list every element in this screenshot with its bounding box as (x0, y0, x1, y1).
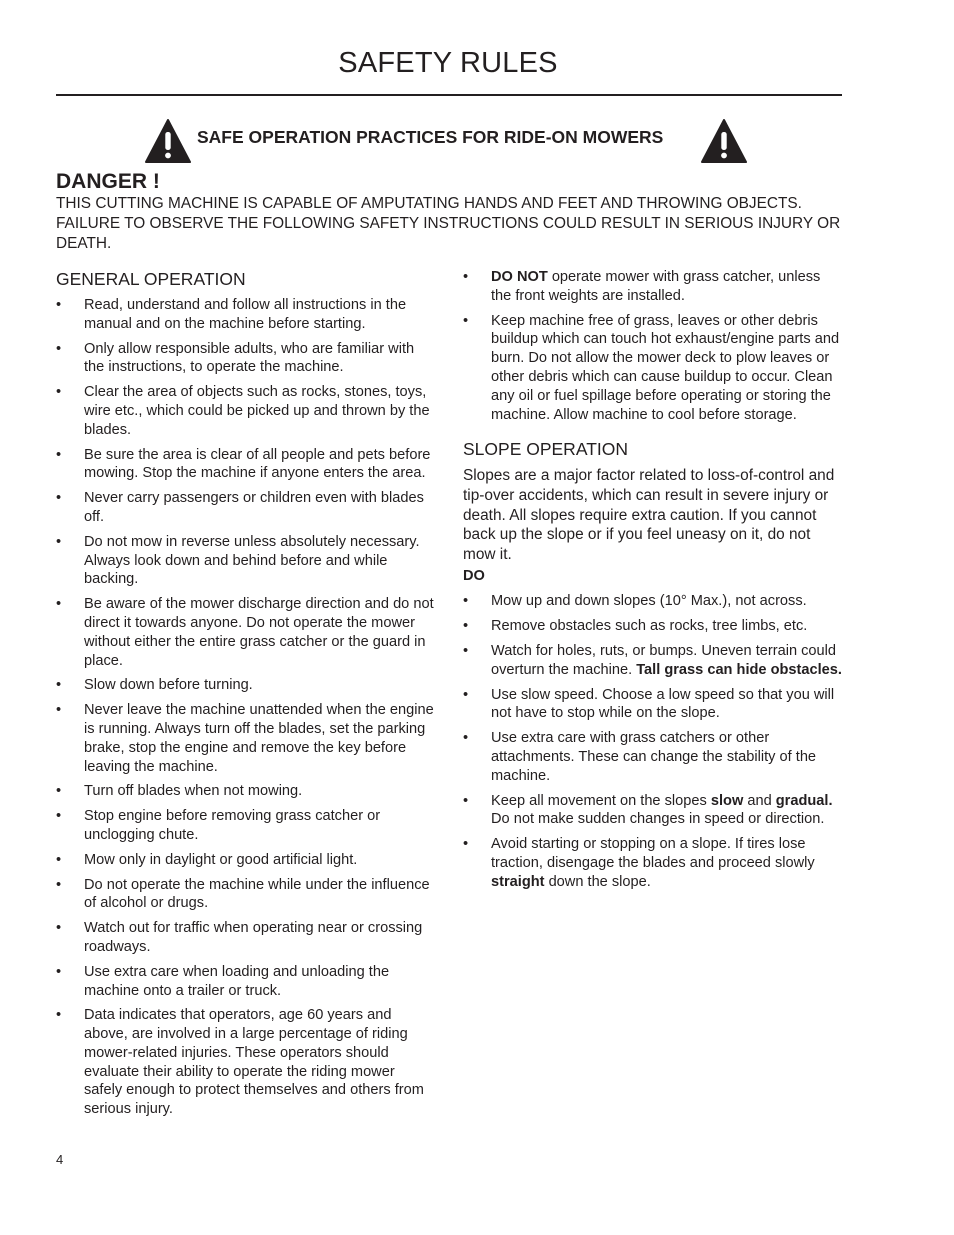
bullet-icon: • (463, 730, 469, 747)
list-item (463, 268, 843, 306)
list-item (463, 686, 843, 724)
list-item (463, 617, 843, 636)
warning-triangle-icon (144, 118, 192, 164)
do-label: DO (463, 568, 485, 585)
bullet-icon: • (463, 642, 469, 659)
list-item-text: Do not mow in reverse unless absolutely necessary. Always look down and behind before and while backing. (84, 533, 420, 588)
list-item-emphasis: slow (710, 792, 744, 809)
list-item (56, 919, 436, 957)
list-item-text: Use extra care with grass catchers or other attachments. These can change the stability of the machine. (491, 730, 817, 784)
list-item-text: Mow up and down slopes (10° Max.), not across. (491, 593, 807, 610)
list-item-text: Remove obstacles such as rocks, tree limbs, etc. (491, 618, 808, 635)
slope-do-list (463, 592, 843, 891)
bullet-icon: • (463, 593, 469, 610)
list-item (463, 729, 843, 785)
list-item-emphasis: gradual. (775, 792, 833, 809)
bullet-icon: • (463, 269, 469, 285)
list-item-text: Never leave the machine unattended when the engine is running. Always turn off the blades, set the parking brake, stop the engine and remove the key before leaving the machine. (84, 702, 434, 775)
bullet-icon: • (56, 920, 62, 937)
bullet-icon: • (56, 702, 62, 719)
list-item (56, 876, 436, 914)
bullet-icon: • (463, 312, 469, 329)
bullet-icon: • (56, 963, 62, 980)
list-item (56, 676, 436, 695)
bullet-icon: • (463, 686, 469, 703)
bullet-icon: • (56, 446, 62, 463)
slope-intro: Slopes are a major factor related to loss-of-control and tip-over accidents, which can result in severe injury or death. All slopes require extra caution. If you cannot back up the slope or if you feel uneasy on it, do not mow it. (463, 467, 835, 563)
list-item-text: Do not operate the machine while under the influence of alcohol or drugs. (84, 876, 430, 912)
list-item-text: Use slow speed. Choose a low speed so that you will not have to stop while on the slope. (491, 686, 835, 722)
list-item (56, 1006, 436, 1119)
list-item-text: Clear the area of objects such as rocks, stones, toys, wire etc., which could be picked up and thrown by the blades. (84, 384, 430, 438)
list-item-text: and (743, 792, 776, 809)
list-item (56, 340, 436, 378)
bullet-icon: • (56, 596, 62, 613)
bullet-icon: • (56, 677, 62, 694)
bullet-icon: • (463, 836, 469, 853)
list-item-text: Never carry passengers or children even with blades off. (84, 490, 424, 525)
general-operation-heading: GENERAL OPERATION (56, 269, 246, 289)
general-operation-section (56, 268, 436, 1125)
warning-banner (0, 118, 954, 164)
list-item-text: Keep all movement on the slopes (491, 792, 711, 809)
title-divider (56, 94, 842, 96)
list-item-text: Read, understand and follow all instructions in the manual and on the machine before starting. (84, 297, 407, 332)
list-item (56, 595, 436, 670)
bullet-icon: • (463, 618, 469, 635)
list-item-text: down the slope. (544, 873, 651, 890)
bullet-icon: • (56, 490, 62, 507)
list-item (463, 312, 843, 425)
list-item-text: Avoid starting or stopping on a slope. If tires lose traction, disengage the blades and proceed slowly (491, 836, 815, 871)
list-item-text: Stop engine before removing grass catcher or unclogging chute. (84, 808, 381, 843)
list-item (56, 807, 436, 845)
page-number: 4 (56, 1152, 64, 1167)
list-item (463, 792, 843, 830)
bullet-icon: • (56, 808, 62, 825)
list-item (56, 296, 436, 334)
general-operation-list-continued (463, 268, 843, 424)
list-item-text: Do not make sudden changes in speed or direction. (491, 811, 825, 828)
danger-heading: DANGER ! (56, 170, 160, 193)
list-item (463, 835, 843, 891)
list-item-text: Be aware of the mower discharge direction and do not direct it towards anyone. Do not operate the mower without either the entire grass catcher or the guard in place. (84, 596, 434, 669)
list-item-text: Only allow responsible adults, who are familiar with the instructions, to operate the machine. (84, 340, 415, 376)
warning-triangle-icon (700, 118, 748, 164)
list-item-emphasis: DO NOT (491, 269, 548, 285)
bullet-icon: • (56, 384, 62, 401)
list-item (463, 592, 843, 611)
list-item (56, 963, 436, 1001)
list-item-text: Keep machine free of grass, leaves or other debris buildup which can touch hot exhaust/engine parts and burn. Do not allow the mower deck to plow leaves or other debris which can cause buildup to occur. Clean any oil or fuel spillage before operating or storing the machine. Allow machine to cool before storage. (491, 312, 840, 423)
bullet-icon: • (56, 851, 62, 868)
list-item-text: Mow only in daylight or good artificial light. (84, 851, 358, 868)
bullet-icon: • (56, 1007, 62, 1024)
danger-text: THIS CUTTING MACHINE IS CAPABLE OF AMPUTATING HANDS AND FEET AND THROWING OBJECTS. FAILURE TO OBSERVE THE FOLLOWING SAFETY INSTRUCTIONS COULD RESULT IN SERIOUS INJURY OR DEATH. (56, 195, 841, 252)
list-item-text: Turn off blades when not mowing. (84, 783, 303, 800)
warning-heading: SAFE OPERATION PRACTICES FOR RIDE-ON MOWERS (197, 127, 664, 147)
list-item-emphasis: straight (491, 873, 545, 890)
bullet-icon: • (56, 297, 62, 313)
list-item (56, 383, 436, 439)
list-item-text: Use extra care when loading and unloading the machine onto a trailer or truck. (84, 963, 390, 999)
list-item (463, 642, 843, 680)
bullet-icon: • (463, 792, 469, 809)
list-item-text: Data indicates that operators, age 60 years and above, are involved in a large percentage of riding mower-related injuries. These operators should evaluate their ability to operate the riding mower safely enough to protect themselves and others from serious injury. (84, 1007, 424, 1118)
bullet-icon: • (56, 340, 62, 357)
general-operation-list (56, 296, 436, 1119)
right-column (463, 268, 843, 898)
list-item (56, 701, 436, 776)
bullet-icon: • (56, 783, 62, 800)
list-item (56, 533, 436, 589)
bullet-icon: • (56, 876, 62, 893)
list-item (56, 782, 436, 801)
list-item (56, 446, 436, 484)
page-title: SAFETY RULES (338, 47, 558, 79)
list-item-text: operate mower with grass catcher, unless the front weights are installed. (491, 269, 821, 304)
list-item-emphasis: Tall grass can hide obstacles. (636, 661, 842, 678)
list-item-text: Be sure the area is clear of all people and pets before mowing. Stop the machine if anyone enters the area. (84, 446, 431, 482)
list-item-text: Slow down before turning. (84, 677, 253, 694)
list-item-text: Watch for holes, ruts, or bumps. Uneven terrain could overturn the machine. (491, 642, 836, 678)
list-item (56, 489, 436, 527)
slope-operation-heading: SLOPE OPERATION (463, 439, 628, 460)
bullet-icon: • (56, 533, 62, 550)
list-item (56, 851, 436, 870)
list-item-text: Watch out for traffic when operating near or crossing roadways. (84, 920, 423, 955)
